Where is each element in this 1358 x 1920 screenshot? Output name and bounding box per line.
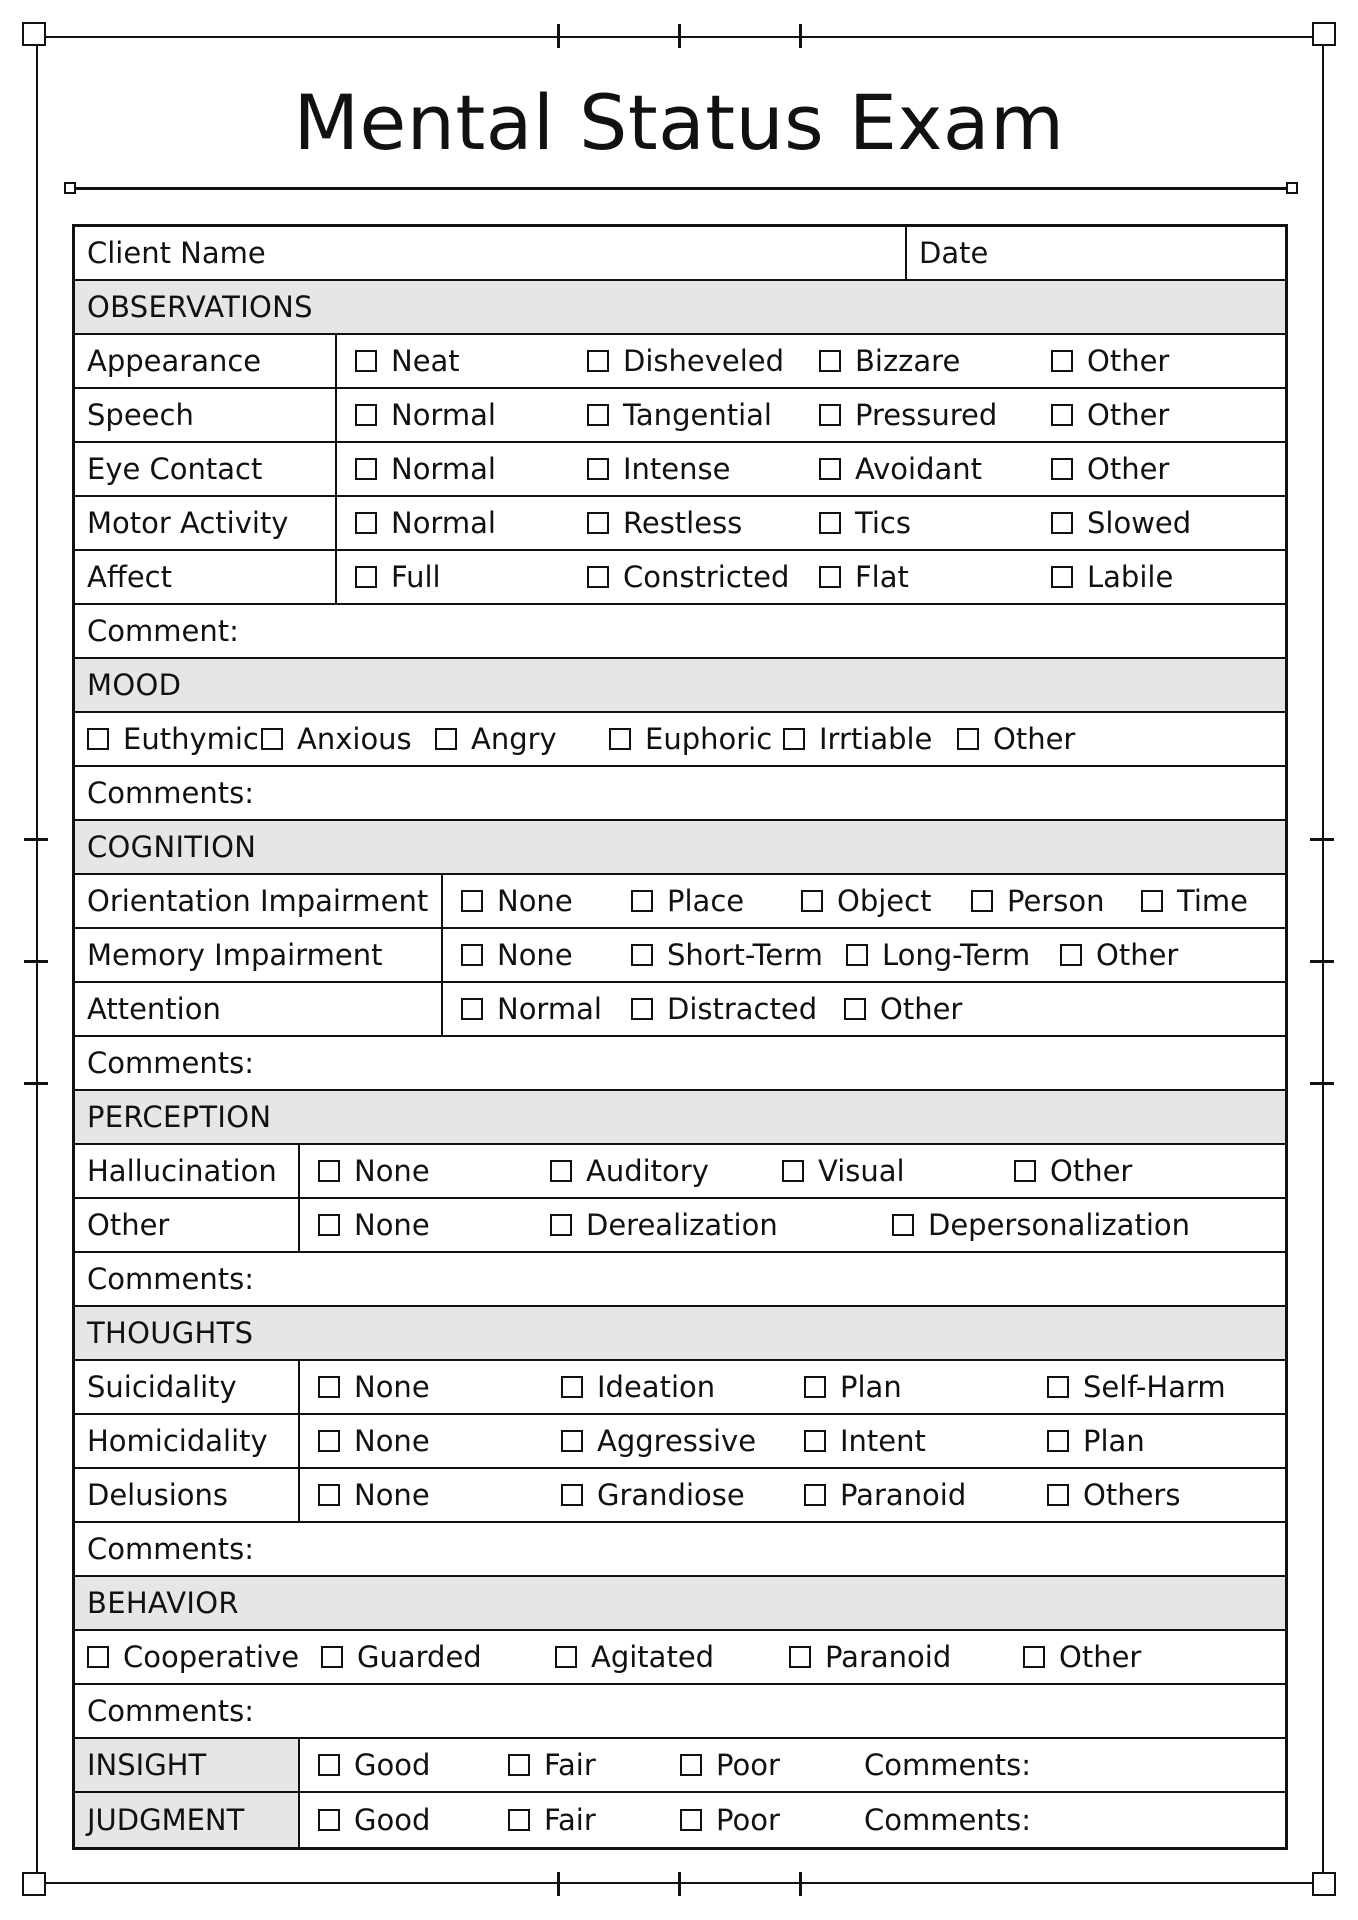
option-checkbox[interactable] [844,992,962,1026]
checkbox-icon[interactable] [555,1646,577,1668]
row-label: Eye Contact [75,443,337,495]
row-label: Motor Activity [75,497,337,549]
comment-label: Comments: [87,1262,254,1296]
frame-tick [1310,960,1334,963]
mse-form [72,224,1288,1850]
frame-tick [1310,838,1334,841]
option-label: Euthymic [123,722,259,756]
section-heading: PERCEPTION [87,1100,272,1134]
option-label: None [354,1478,430,1512]
checkbox-icon[interactable] [819,512,841,534]
option-label: Intent [840,1424,926,1458]
option-checkbox[interactable] [355,506,587,540]
option-checkbox[interactable] [508,1748,680,1782]
checkbox-icon[interactable] [844,998,866,1020]
option-checkbox[interactable] [355,398,587,432]
checkbox-icon[interactable] [1047,1430,1069,1452]
option-label: Distracted [667,992,818,1026]
cognition-row-memory [75,929,1285,983]
option-checkbox[interactable] [1141,884,1248,918]
checkbox-icon[interactable] [550,1160,572,1182]
option-checkbox[interactable] [87,1640,321,1674]
option-label: None [354,1424,430,1458]
checkbox-icon[interactable] [508,1754,530,1776]
observation-row-appearance [75,335,1285,389]
option-checkbox[interactable] [1014,1154,1132,1188]
option-label: Pressured [855,398,998,432]
option-label: Person [1007,884,1105,918]
option-label: None [354,1370,430,1404]
row-label: Suicidality [75,1361,300,1413]
checkbox-icon[interactable] [846,944,868,966]
checkbox-icon[interactable] [1047,1484,1069,1506]
checkbox-icon[interactable] [971,890,993,912]
mood-comment-row[interactable] [75,767,1285,821]
option-label: Anxious [297,722,412,756]
section-mood [75,659,1285,713]
option-label: Normal [391,398,496,432]
observation-row-eye-contact [75,443,1285,497]
option-checkbox[interactable] [680,1748,864,1782]
option-label: Normal [391,452,496,486]
title-divider [70,187,1292,190]
option-label: Guarded [357,1640,482,1674]
row-label: Affect [75,551,337,603]
option-checkbox[interactable] [819,560,1051,594]
checkbox-icon[interactable] [1051,458,1073,480]
option-label: Place [667,884,745,918]
cognition-row-orientation [75,875,1285,929]
option-checkbox[interactable] [318,1803,508,1837]
option-checkbox[interactable] [804,1370,1047,1404]
option-checkbox[interactable] [1047,1478,1180,1512]
checkbox-icon[interactable] [355,512,377,534]
section-heading-judgment: JUDGMENT [75,1793,300,1847]
checkbox-icon[interactable] [318,1376,340,1398]
option-checkbox[interactable] [355,452,587,486]
comment-label: Comments: [87,1694,254,1728]
checkbox-icon[interactable] [508,1809,530,1831]
checkbox-icon[interactable] [804,1376,826,1398]
observation-row-motor-activity [75,497,1285,551]
comment-label: Comments: [87,1532,254,1566]
judgment-row [75,1793,1285,1847]
behavior-comment-row[interactable] [75,1685,1285,1739]
option-checkbox[interactable] [1051,506,1191,540]
option-label: Labile [1087,560,1174,594]
option-checkbox[interactable] [435,722,609,756]
option-checkbox[interactable] [819,344,1051,378]
section-perception [75,1091,1285,1145]
section-heading: OBSERVATIONS [87,290,313,324]
option-checkbox[interactable] [318,1370,561,1404]
date-label: Date [919,236,989,270]
option-label: Object [837,884,932,918]
option-checkbox[interactable] [355,344,587,378]
title-divider-end [1286,182,1298,194]
option-checkbox[interactable] [1047,1424,1145,1458]
checkbox-icon[interactable] [587,458,609,480]
checkbox-icon[interactable] [892,1214,914,1236]
checkbox-icon[interactable] [819,566,841,588]
option-checkbox[interactable] [1047,1370,1226,1404]
option-checkbox[interactable] [550,1154,782,1188]
option-label: Plan [1083,1424,1145,1458]
checkbox-icon[interactable] [680,1754,702,1776]
section-heading: MOOD [87,668,182,702]
option-label: Agitated [591,1640,715,1674]
option-label: Full [391,560,441,594]
checkbox-icon[interactable] [1051,566,1073,588]
option-checkbox[interactable] [87,722,261,756]
option-label: Others [1083,1478,1181,1512]
option-checkbox[interactable] [587,344,819,378]
checkbox-icon[interactable] [355,458,377,480]
checkbox-icon[interactable] [461,944,483,966]
option-label: None [497,938,573,972]
section-heading-insight: INSIGHT [75,1739,300,1791]
checkbox-icon[interactable] [819,350,841,372]
section-thoughts [75,1307,1285,1361]
checkbox-icon[interactable] [680,1809,702,1831]
comment-label: Comments: [864,1748,1031,1782]
option-checkbox[interactable] [321,1640,555,1674]
option-checkbox[interactable] [957,722,1075,756]
option-checkbox[interactable] [804,1478,1047,1512]
option-checkbox[interactable] [355,560,587,594]
option-label: Avoidant [855,452,983,486]
row-label: Speech [75,389,337,441]
checkbox-icon[interactable] [1141,890,1163,912]
section-heading: THOUGHTS [87,1316,254,1350]
checkbox-icon[interactable] [1051,404,1073,426]
section-behavior [75,1577,1285,1631]
option-checkbox[interactable] [1060,938,1178,972]
frame-tick [557,24,560,48]
option-label: Flat [855,560,909,594]
frame-corner [22,22,46,46]
option-checkbox[interactable] [609,722,783,756]
observation-row-affect [75,551,1285,605]
option-label: Irrtiable [819,722,933,756]
option-label: Short-Term [667,938,823,972]
perception-row-hallucination [75,1145,1285,1199]
option-checkbox[interactable] [846,938,1060,972]
option-label: Bizzare [855,344,961,378]
row-label: Attention [75,983,443,1035]
checkbox-icon[interactable] [550,1214,572,1236]
option-label: Euphoric [645,722,773,756]
option-label: Grandiose [597,1478,745,1512]
option-checkbox[interactable] [318,1748,508,1782]
option-label: Cooperative [123,1640,300,1674]
option-checkbox[interactable] [318,1208,550,1242]
cognition-row-attention [75,983,1285,1037]
option-checkbox[interactable] [783,722,957,756]
insight-row [75,1739,1285,1793]
frame-tick [678,24,681,48]
thoughts-row-delusions [75,1469,1285,1523]
option-checkbox[interactable] [631,884,801,918]
option-label: Other [880,992,963,1026]
option-label: Other [993,722,1076,756]
option-label: Self-Harm [1083,1370,1226,1404]
option-label: Auditory [586,1154,709,1188]
checkbox-icon[interactable] [1051,350,1073,372]
behavior-options-row [75,1631,1285,1685]
row-label: Hallucination [75,1145,300,1197]
frame-tick [799,1872,802,1896]
option-checkbox[interactable] [1051,344,1169,378]
client-name-field[interactable] [75,227,907,279]
option-checkbox[interactable] [782,1154,1014,1188]
checkbox-icon[interactable] [461,998,483,1020]
section-heading: BEHAVIOR [87,1586,239,1620]
row-label: Memory Impairment [75,929,443,981]
checkbox-icon[interactable] [561,1484,583,1506]
checkbox-icon[interactable] [355,404,377,426]
option-label: Fair [544,1748,596,1782]
option-label: Slowed [1087,506,1192,540]
checkbox-icon[interactable] [561,1376,583,1398]
option-label: Good [354,1803,431,1837]
checkbox-icon[interactable] [1014,1160,1036,1182]
section-heading: COGNITION [87,830,257,864]
checkbox-icon[interactable] [789,1646,811,1668]
page-title: Mental Status Exam [293,78,1065,167]
option-checkbox[interactable] [587,506,819,540]
comment-label: Comments: [87,776,254,810]
checkbox-icon[interactable] [957,728,979,750]
checkbox-icon[interactable] [321,1646,343,1668]
option-label: Tangential [623,398,772,432]
checkbox-icon[interactable] [609,728,631,750]
checkbox-icon[interactable] [587,404,609,426]
option-checkbox[interactable] [804,1424,1047,1458]
checkbox-icon[interactable] [801,890,823,912]
checkbox-icon[interactable] [1060,944,1082,966]
option-label: Normal [497,992,602,1026]
checkbox-icon[interactable] [631,998,653,1020]
checkbox-icon[interactable] [318,1160,340,1182]
row-label: Appearance [75,335,337,387]
checkbox-icon[interactable] [782,1160,804,1182]
option-checkbox[interactable] [318,1478,561,1512]
checkbox-icon[interactable] [587,512,609,534]
option-label: Other [1087,344,1170,378]
option-checkbox[interactable] [1051,452,1169,486]
option-label: Aggressive [597,1424,757,1458]
option-checkbox[interactable] [892,1208,1190,1242]
option-label: Other [1050,1154,1133,1188]
option-label: Paranoid [840,1478,967,1512]
option-label: Intense [623,452,731,486]
checkbox-icon[interactable] [1023,1646,1045,1668]
option-checkbox[interactable] [461,884,631,918]
checkbox-icon[interactable] [318,1754,340,1776]
option-checkbox[interactable] [680,1803,864,1837]
row-label: Other [75,1199,300,1251]
option-checkbox[interactable] [1051,398,1169,432]
option-checkbox[interactable] [318,1424,561,1458]
checkbox-icon[interactable] [461,890,483,912]
option-checkbox[interactable] [631,938,846,972]
option-label: Other [1096,938,1179,972]
thoughts-row-suicidality [75,1361,1285,1415]
option-checkbox[interactable] [555,1640,789,1674]
checkbox-icon[interactable] [1051,512,1073,534]
option-checkbox[interactable] [318,1154,550,1188]
header-row [75,227,1285,281]
frame-tick [24,838,48,841]
option-checkbox[interactable] [819,452,1051,486]
frame-tick [1310,1082,1334,1085]
frame-corner [1312,1872,1336,1896]
option-label: Constricted [623,560,790,594]
frame-tick [24,960,48,963]
frame-tick [678,1872,681,1896]
row-label: Orientation Impairment [75,875,443,927]
option-checkbox[interactable] [819,398,1051,432]
option-label: Normal [391,506,496,540]
option-label: Fair [544,1803,596,1837]
option-label: Poor [716,1748,780,1782]
option-checkbox[interactable] [587,398,819,432]
option-label: Angry [471,722,557,756]
checkbox-icon[interactable] [631,890,653,912]
option-label: Time [1177,884,1248,918]
checkbox-icon[interactable] [318,1430,340,1452]
checkbox-icon[interactable] [587,350,609,372]
thoughts-row-homicidality [75,1415,1285,1469]
option-label: Ideation [597,1370,716,1404]
row-label: Homicidality [75,1415,300,1467]
checkbox-icon[interactable] [318,1214,340,1236]
option-label: Other [1087,452,1170,486]
checkbox-icon[interactable] [87,728,109,750]
frame-tick [557,1872,560,1896]
section-observations [75,281,1285,335]
checkbox-icon[interactable] [318,1809,340,1831]
comment-label: Comments: [864,1803,1031,1837]
perception-row-other [75,1199,1285,1253]
perception-comment-row[interactable] [75,1253,1285,1307]
checkbox-icon[interactable] [435,728,457,750]
option-checkbox[interactable] [561,1424,804,1458]
option-checkbox[interactable] [819,506,1051,540]
checkbox-icon[interactable] [804,1430,826,1452]
option-label: Restless [623,506,743,540]
option-checkbox[interactable] [461,938,631,972]
option-checkbox[interactable] [261,722,435,756]
option-checkbox[interactable] [508,1803,680,1837]
checkbox-icon[interactable] [261,728,283,750]
option-label: None [354,1154,430,1188]
mood-options-row [75,713,1285,767]
title-divider-end [64,182,76,194]
checkbox-icon[interactable] [587,566,609,588]
option-checkbox[interactable] [561,1370,804,1404]
option-label: Plan [840,1370,902,1404]
thoughts-comment-row[interactable] [75,1523,1285,1577]
frame-tick [799,24,802,48]
option-checkbox[interactable] [550,1208,892,1242]
checkbox-icon[interactable] [561,1430,583,1452]
option-label: Derealization [586,1208,778,1242]
checkbox-icon[interactable] [87,1646,109,1668]
date-field[interactable] [907,227,1285,279]
option-label: None [497,884,573,918]
checkbox-icon[interactable] [355,566,377,588]
observation-row-speech [75,389,1285,443]
option-checkbox[interactable] [587,452,819,486]
option-checkbox[interactable] [561,1478,804,1512]
option-checkbox[interactable] [789,1640,1023,1674]
option-checkbox[interactable] [631,992,844,1026]
option-label: Poor [716,1803,780,1837]
option-checkbox[interactable] [1051,560,1173,594]
checkbox-icon[interactable] [819,458,841,480]
option-label: Other [1059,1640,1142,1674]
row-label: Delusions [75,1469,300,1521]
checkbox-icon[interactable] [1047,1376,1069,1398]
checkbox-icon[interactable] [783,728,805,750]
option-label: None [354,1208,430,1242]
checkbox-icon[interactable] [804,1484,826,1506]
option-checkbox[interactable] [461,992,631,1026]
option-label: Paranoid [825,1640,952,1674]
checkbox-icon[interactable] [631,944,653,966]
comment-label: Comment: [87,614,239,648]
section-cognition [75,821,1285,875]
frame-tick [24,1082,48,1085]
checkbox-icon[interactable] [355,350,377,372]
cognition-comment-row[interactable] [75,1037,1285,1091]
observations-comment-row[interactable] [75,605,1285,659]
client-name-label: Client Name [87,236,266,270]
checkbox-icon[interactable] [318,1484,340,1506]
checkbox-icon[interactable] [819,404,841,426]
option-label: Neat [391,344,460,378]
option-label: Disheveled [623,344,785,378]
option-label: Depersonalization [928,1208,1191,1242]
option-label: Long-Term [882,938,1031,972]
option-checkbox[interactable] [971,884,1141,918]
option-checkbox[interactable] [801,884,971,918]
option-checkbox[interactable] [1023,1640,1141,1674]
option-checkbox[interactable] [587,560,819,594]
frame-corner [22,1872,46,1896]
comment-label: Comments: [87,1046,254,1080]
option-label: Good [354,1748,431,1782]
option-label: Tics [855,506,911,540]
option-label: Visual [818,1154,905,1188]
option-label: Other [1087,398,1170,432]
frame-corner [1312,22,1336,46]
